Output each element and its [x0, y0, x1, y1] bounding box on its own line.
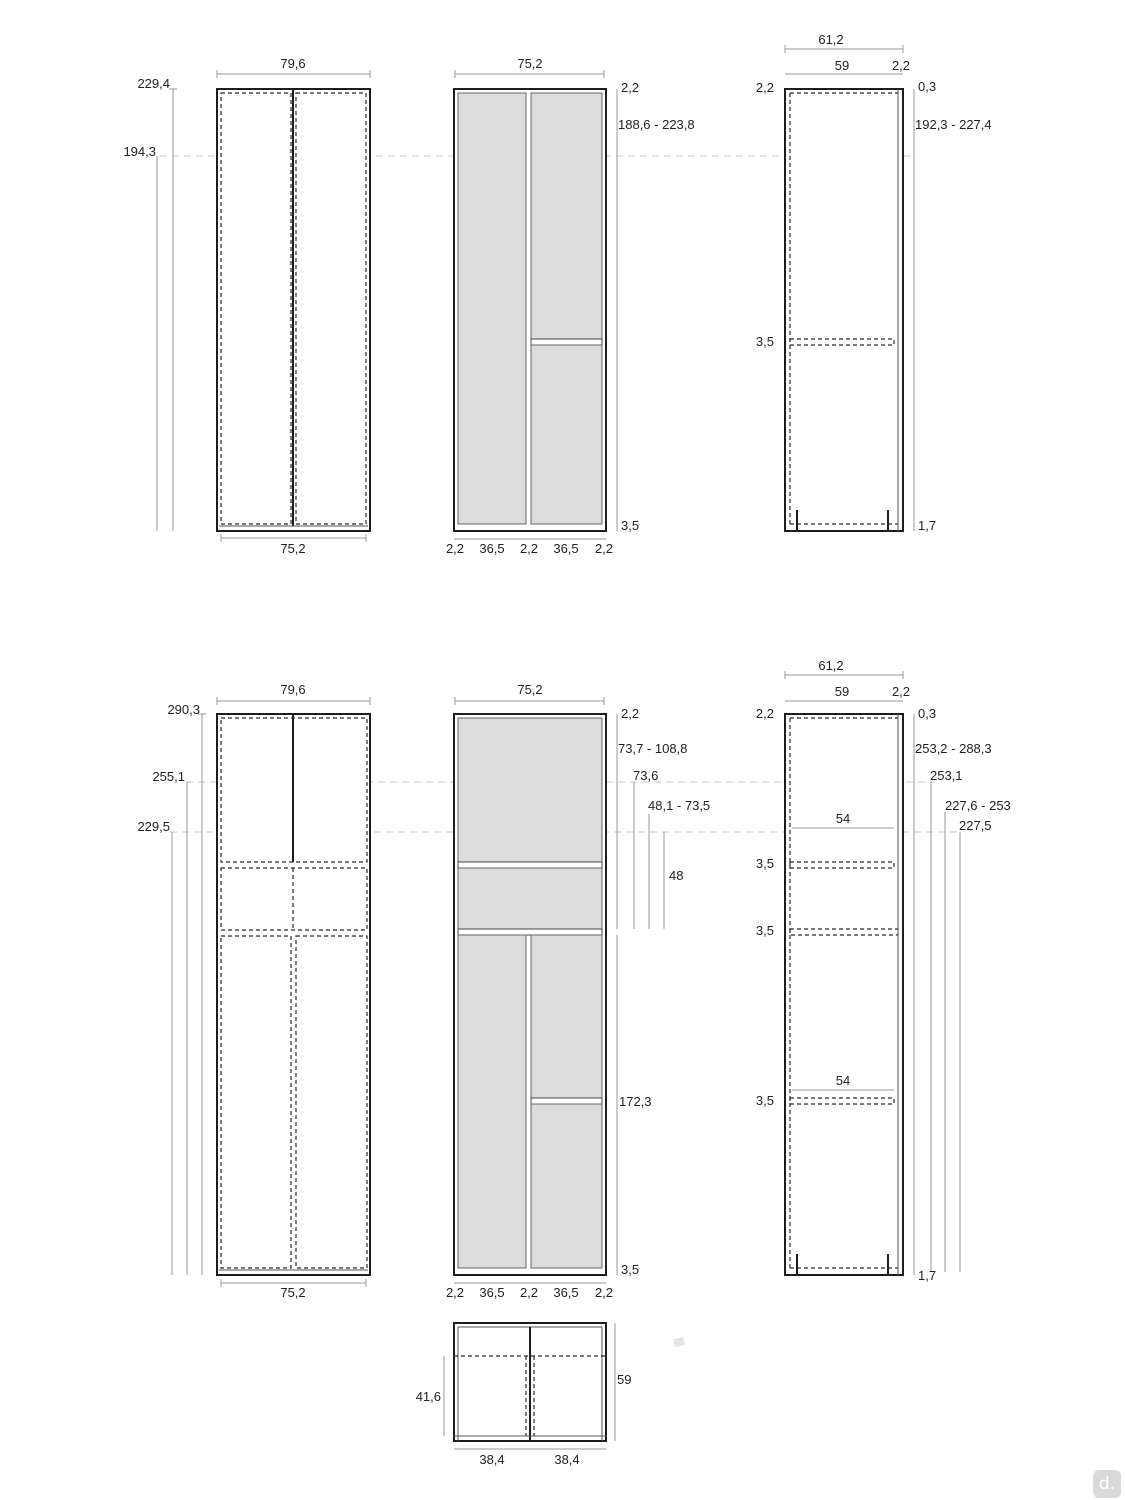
d1-w-0: 2,2	[445, 541, 465, 556]
d1-w-1: 36,5	[479, 541, 505, 556]
d2-w-2: 2,2	[519, 1285, 539, 1300]
lower-left-compartment	[458, 935, 526, 1268]
d1-side-depth-total: 61,2	[818, 32, 844, 47]
d2-height-ref-1: 255,1	[152, 769, 185, 784]
d2-w-4: 2,2	[594, 1285, 614, 1300]
d2-side-gap-top: 0,3	[918, 706, 937, 721]
back-panel-right-bottom	[531, 345, 602, 524]
plan-width-left: 38,4	[479, 1452, 505, 1467]
plan-inner-depth: 41,6	[415, 1389, 441, 1404]
d1-front-closed	[123, 56, 370, 556]
d2-w-0: 2,2	[445, 1285, 465, 1300]
d2-side-foot: 1,7	[918, 1268, 937, 1283]
d1-bottom-width: 75,2	[280, 541, 306, 556]
d1-side-depth-door: 2,2	[891, 58, 911, 73]
d2-open-top-panel: 2,2	[621, 706, 640, 721]
d2-side-height-range-2: 227,6 - 253	[945, 798, 1011, 813]
stray-mark	[673, 1337, 684, 1347]
d1-height-reference: 194,3	[123, 144, 156, 159]
d2-open-middle-fixed: 48	[669, 868, 684, 883]
d2-open-base: 3,5	[621, 1262, 640, 1277]
tall-side-body	[785, 714, 903, 1275]
d1-w-4: 2,2	[594, 541, 614, 556]
d2-side-top-panel: 2,2	[755, 706, 774, 721]
d1-side-depth-inner: 59	[834, 58, 850, 73]
d2-side-shelf-2: 3,5	[755, 923, 774, 938]
d2-open-upper-range: 73,7 - 108,8	[618, 741, 688, 756]
d2-bottom-width: 75,2	[280, 1285, 306, 1300]
d1-side-foot: 1,7	[918, 518, 937, 533]
d1-w-2: 2,2	[519, 541, 539, 556]
d2-front-open	[446, 682, 710, 1300]
plan-depth: 59	[617, 1372, 632, 1387]
d1-side-view	[756, 32, 992, 533]
d2-open-upper-fixed: 73,6	[633, 768, 659, 783]
d1-w-3: 36,5	[553, 541, 579, 556]
d2-side-depth-door: 2,2	[891, 684, 911, 699]
plan-view	[416, 1323, 632, 1467]
d2-side-view	[756, 658, 1011, 1283]
d2-side-height-range: 253,2 - 288,3	[915, 741, 992, 756]
d1-side-top-panel: 2,2	[755, 80, 774, 95]
d1-side-gap-top: 0,3	[918, 79, 937, 94]
d2-side-upper-shelf-depth: 54	[835, 811, 851, 826]
plan-width-right: 38,4	[554, 1452, 580, 1467]
d2-height-total: 290,3	[167, 702, 200, 717]
d1-open-shelf-range: 188,6 - 223,8	[618, 117, 695, 132]
side-body	[785, 89, 903, 531]
d1-side-shelf: 3,5	[755, 334, 774, 349]
d1-height-total: 229,4	[137, 76, 170, 91]
d2-side-shelf-3: 3,5	[755, 1093, 774, 1108]
d2-top-width: 79,6	[280, 682, 306, 697]
d1-front-open	[446, 56, 695, 556]
lower-right-bottom	[531, 1104, 602, 1268]
d1-top-width: 79,6	[280, 56, 306, 71]
upper-compartment	[458, 718, 602, 862]
d2-side-depth-total: 61,2	[818, 658, 844, 673]
d2-side-depth-inner: 59	[834, 684, 850, 699]
brand-logo: d.	[1093, 1470, 1121, 1498]
d2-side-height-fixed-1: 253,1	[930, 768, 963, 783]
shelf	[531, 339, 602, 345]
back-panel-right-top	[531, 93, 602, 339]
d2-open-lower-height: 172,3	[619, 1094, 652, 1109]
d1-open-top-width: 75,2	[517, 56, 543, 71]
d2-front-closed	[137, 682, 370, 1300]
d2-open-middle-range: 48,1 - 73,5	[648, 798, 711, 813]
d2-side-shelf-1: 3,5	[755, 856, 774, 871]
d2-height-ref-2: 229,5	[137, 819, 170, 834]
d2-open-top-width: 75,2	[517, 682, 543, 697]
d2-side-height-fixed-2: 227,5	[959, 818, 992, 833]
back-panel-left	[458, 93, 526, 524]
d1-open-top-panel: 2,2	[621, 80, 640, 95]
d2-w-1: 36,5	[479, 1285, 505, 1300]
lower-right-top	[531, 935, 602, 1098]
d1-side-height-range: 192,3 - 227,4	[915, 117, 992, 132]
middle-compartment	[458, 868, 602, 929]
d2-side-lower-shelf-depth: 54	[835, 1073, 851, 1088]
d2-w-3: 36,5	[553, 1285, 579, 1300]
d1-open-base: 3,5	[621, 518, 640, 533]
